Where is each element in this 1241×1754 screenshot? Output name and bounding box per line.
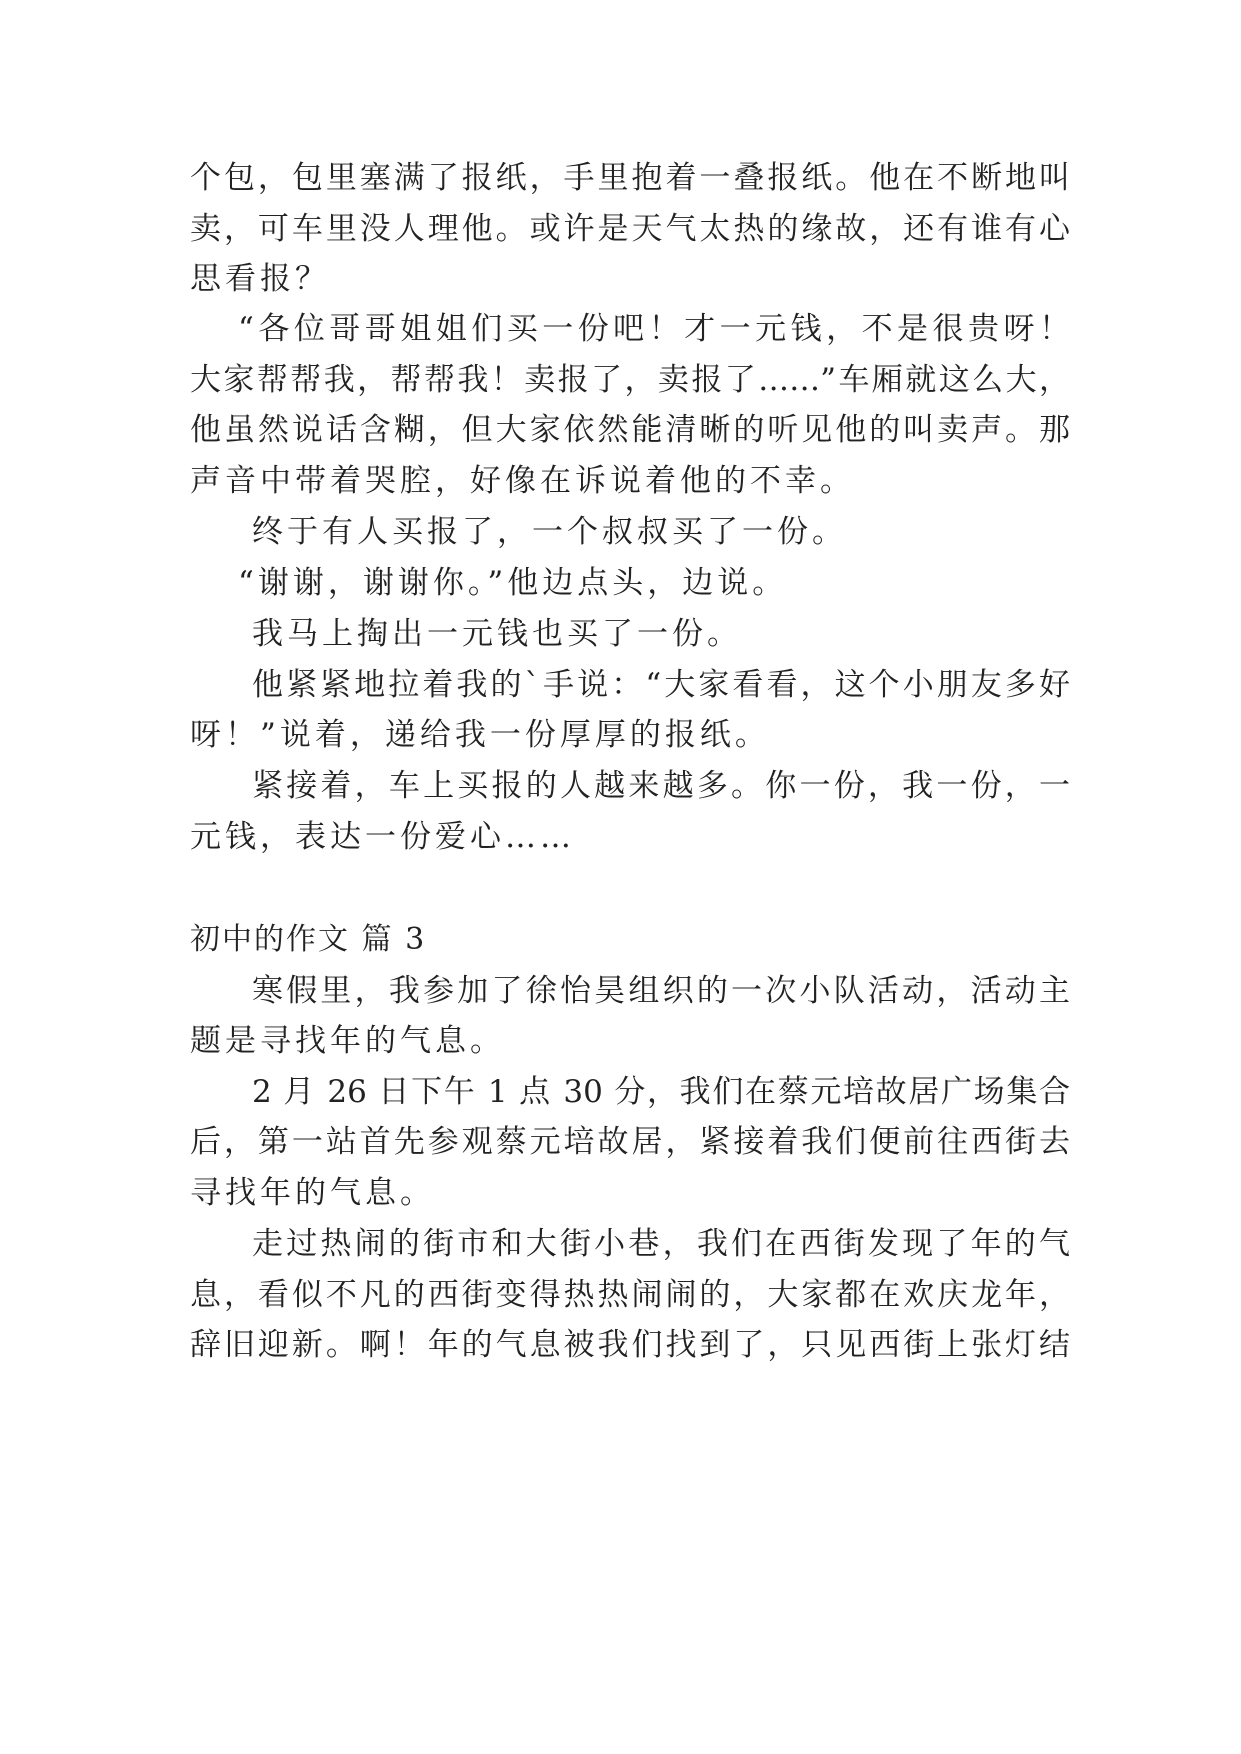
paragraph-line: 卖，可车里没人理他。或许是天气太热的缘故，还有谁有心 bbox=[190, 211, 1070, 247]
paragraph-line: 声音中带着哭腔，好像在诉说着他的不幸。 bbox=[190, 463, 855, 499]
paragraph-line: 2 月 26 日下午 1 点 30 分，我们在蔡元培故居广场集合 bbox=[252, 1074, 1070, 1110]
section-heading: 初中的作文 篇 3 bbox=[190, 922, 427, 957]
paragraph-line: “各位哥哥姐姐们买一份吧！才一元钱，不是很贵呀！ bbox=[238, 311, 1070, 347]
paragraph-line: 紧接着，车上买报的人越来越多。你一份，我一份，一 bbox=[252, 768, 1070, 804]
paragraph-line: 后，第一站首先参观蔡元培故居，紧接着我们便前往西街去 bbox=[190, 1124, 1070, 1160]
paragraph-line: 辞旧迎新。啊！年的气息被我们找到了，只见西街上张灯结 bbox=[190, 1327, 1070, 1363]
paragraph-line: 走过热闹的街市和大街小巷，我们在西街发现了年的气 bbox=[252, 1226, 1070, 1262]
paragraph-line: 终于有人买报了，一个叔叔买了一份。 bbox=[252, 514, 847, 550]
paragraph-line: 大家帮帮我，帮帮我！卖报了，卖报了……”车厢就这么大， bbox=[190, 362, 1070, 398]
paragraph-line: 寻找年的气息。 bbox=[190, 1175, 435, 1211]
paragraph-line: 呀！”说着，递给我一份厚厚的报纸。 bbox=[190, 717, 770, 753]
paragraph-line: 息，看似不凡的西街变得热热闹闹的，大家都在欢庆龙年， bbox=[190, 1277, 1070, 1313]
paragraph-line: 我马上掏出一元钱也买了一份。 bbox=[252, 616, 742, 652]
paragraph-line: “谢谢，谢谢你。”他边点头，边说。 bbox=[238, 565, 788, 601]
paragraph-line: 他虽然说话含糊，但大家依然能清晰的听见他的叫卖声。那 bbox=[190, 412, 1070, 448]
paragraph-line: 寒假里，我参加了徐怡昊组织的一次小队活动，活动主 bbox=[252, 973, 1070, 1009]
paragraph-line: 元钱，表达一份爱心…… bbox=[190, 819, 575, 855]
paragraph-line: 个包，包里塞满了报纸，手里抱着一叠报纸。他在不断地叫 bbox=[190, 160, 1070, 196]
paragraph-line: 题是寻找年的气息。 bbox=[190, 1023, 505, 1059]
paragraph-line: 思看报？ bbox=[190, 261, 330, 297]
paragraph-line: 他紧紧地拉着我的`手说：“大家看看，这个小朋友多好 bbox=[252, 667, 1070, 703]
